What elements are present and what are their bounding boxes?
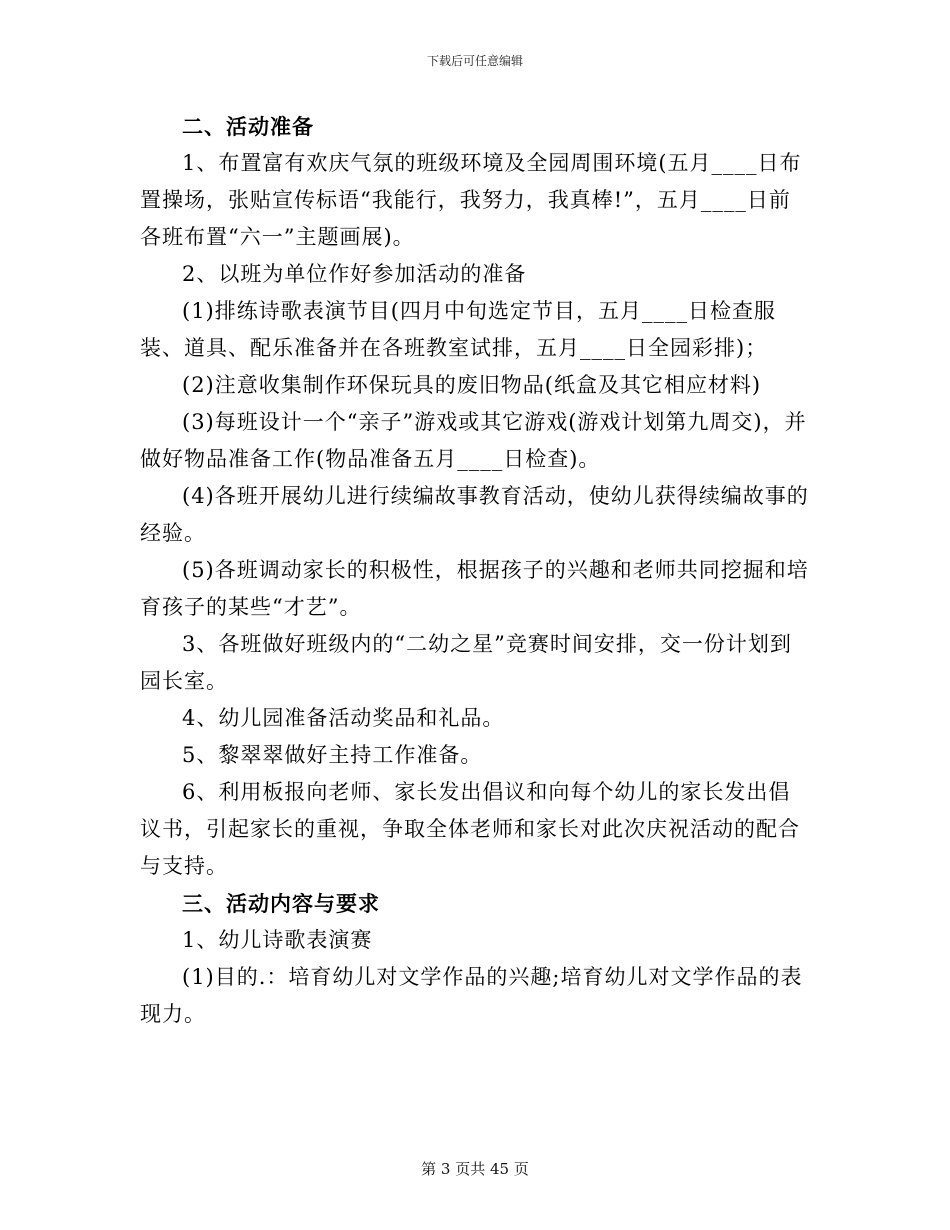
document-body — [140, 108, 810, 1033]
paragraph-item-1: 1、布置富有欢庆气氛的班级环境及全园周围环境(五月____日布置操场，张贴宣传标语“我能行，我努力，我真棒!”，五月____日前各班布置“六一”主题画展)。 — [140, 151, 802, 249]
paragraph-subitem-4: (4)各班开展幼儿进行续编故事教育活动，使幼儿获得续编故事的经验。 — [140, 484, 809, 545]
paragraph-subitem-1: (1)排练诗歌表演节目(四月中旬选定节目，五月____日检查服装、道具、配乐准备并在各班教室试排，五月____日全园彩排)； — [140, 299, 776, 360]
paragraph-item-6: 6、利用板报向老师、家长发出倡议和向每个幼儿的家长发出倡议书，引起家长的重视，争取全体老师和家长对此次庆祝活动的配合与支持。 — [140, 780, 800, 878]
paragraph-item-4: 4、幼儿园准备活动奖品和礼品。 — [182, 706, 505, 730]
section-heading-content: 三、活动内容与要求 — [182, 891, 380, 916]
paragraph-content-item-1: 1、幼儿诗歌表演赛 — [182, 928, 373, 952]
paragraph-item-5: 5、黎翠翠做好主持工作准备。 — [182, 743, 483, 767]
paragraph-item-3: 3、各班做好班级内的“二幼之星”竞赛时间安排，交一份计划到园长室。 — [140, 632, 792, 693]
section-heading-preparation: 二、活动准备 — [182, 114, 314, 139]
paragraph-subitem-2: (2)注意收集制作环保玩具的废旧物品(纸盒及其它相应材料) — [182, 373, 762, 397]
page-footer-number: 第 3 页共 45 页 — [421, 1160, 529, 1178]
paragraph-content-subitem-1: (1)目的.：培育幼儿对文学作品的兴趣;培育幼儿对文学作品的表现力。 — [140, 965, 803, 1026]
paragraph-item-2: 2、以班为单位作好参加活动的准备 — [182, 262, 527, 286]
page-header-note: 下载后可任意编辑 — [426, 54, 523, 68]
paragraph-subitem-3: (3)每班设计一个“亲子”游戏或其它游戏(游戏计划第九周交)，并做好物品准备工作(物品准备五月____日检查)。 — [140, 410, 807, 471]
paragraph-subitem-5: (5)各班调动家长的积极性，根据孩子的兴趣和老师共同挖掘和培育孩子的某些“才艺”。 — [140, 558, 809, 619]
